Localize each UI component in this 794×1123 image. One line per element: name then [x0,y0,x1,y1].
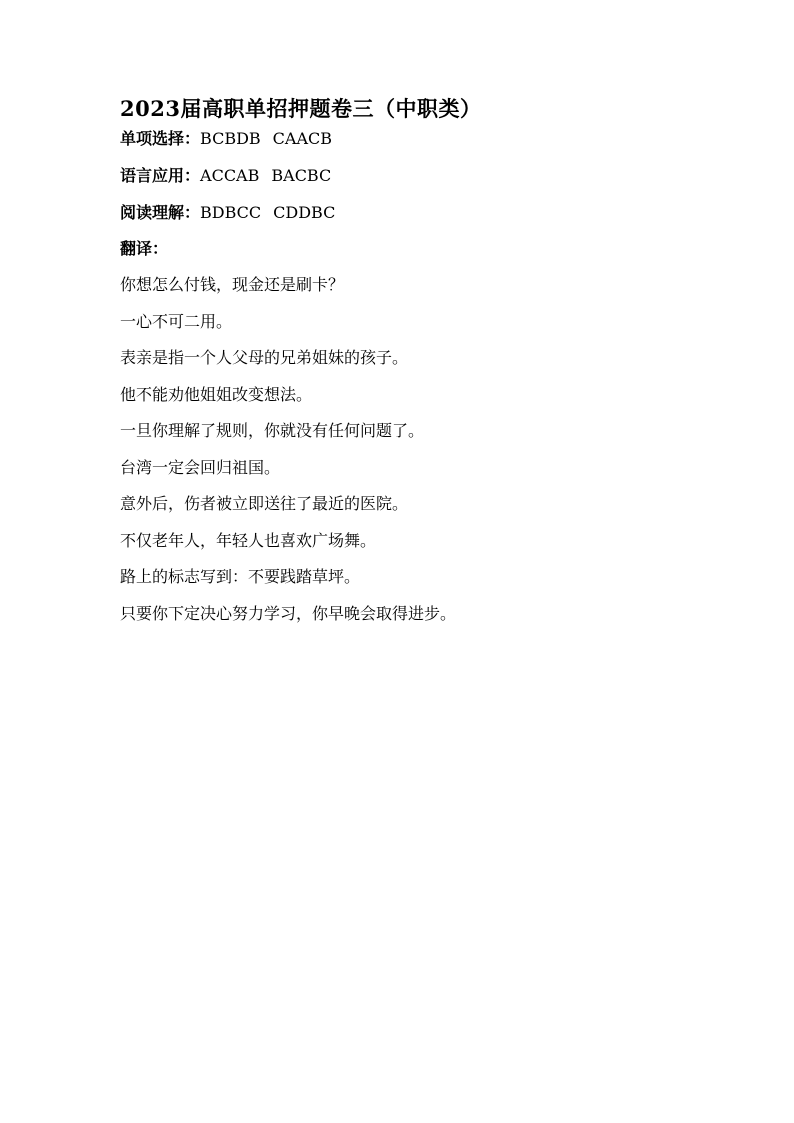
translation-line: 台湾一定会回归祖国。 [120,458,281,477]
translation-line: 他不能劝他姐姐改变想法。 [120,385,313,404]
answer-group: BDBCC [200,203,262,222]
translation-line: 表亲是指一个人父母的兄弟姐妹的孩子。 [120,348,409,367]
translation-heading: 翻译： [120,239,169,258]
translation-line: 意外后，伤者被立即送往了最近的医院。 [120,494,409,513]
answer-group: BCBDB [200,129,261,148]
answer-group: ACCAB [200,166,260,185]
answer-line-single-choice [120,128,332,150]
answer-label: 单项选择： [120,129,201,148]
translation-line: 只要你下定决心努力学习，你早晚会取得进步。 [120,604,457,623]
translation-line: 你想怎么付钱，现金还是刷卡？ [120,275,345,294]
answer-label: 语言应用： [120,166,201,185]
translation-line: 一心不可二用。 [120,312,233,331]
translation-line: 一旦你理解了规则，你就没有任何问题了。 [120,421,425,440]
translation-line: 不仅老年人，年轻人也喜欢广场舞。 [120,531,377,550]
answer-group: CDDBC [273,203,336,222]
answer-line-language-use [120,165,331,187]
answer-group: CAACB [272,129,333,148]
translation-line: 路上的标志写到：不要践踏草坪。 [120,567,361,586]
answer-label: 阅读理解： [120,203,201,222]
document-title: 2023届高职单招押题卷三（中职类） [120,96,482,121]
answer-line-reading [120,202,335,224]
answer-group: BACBC [271,166,332,185]
